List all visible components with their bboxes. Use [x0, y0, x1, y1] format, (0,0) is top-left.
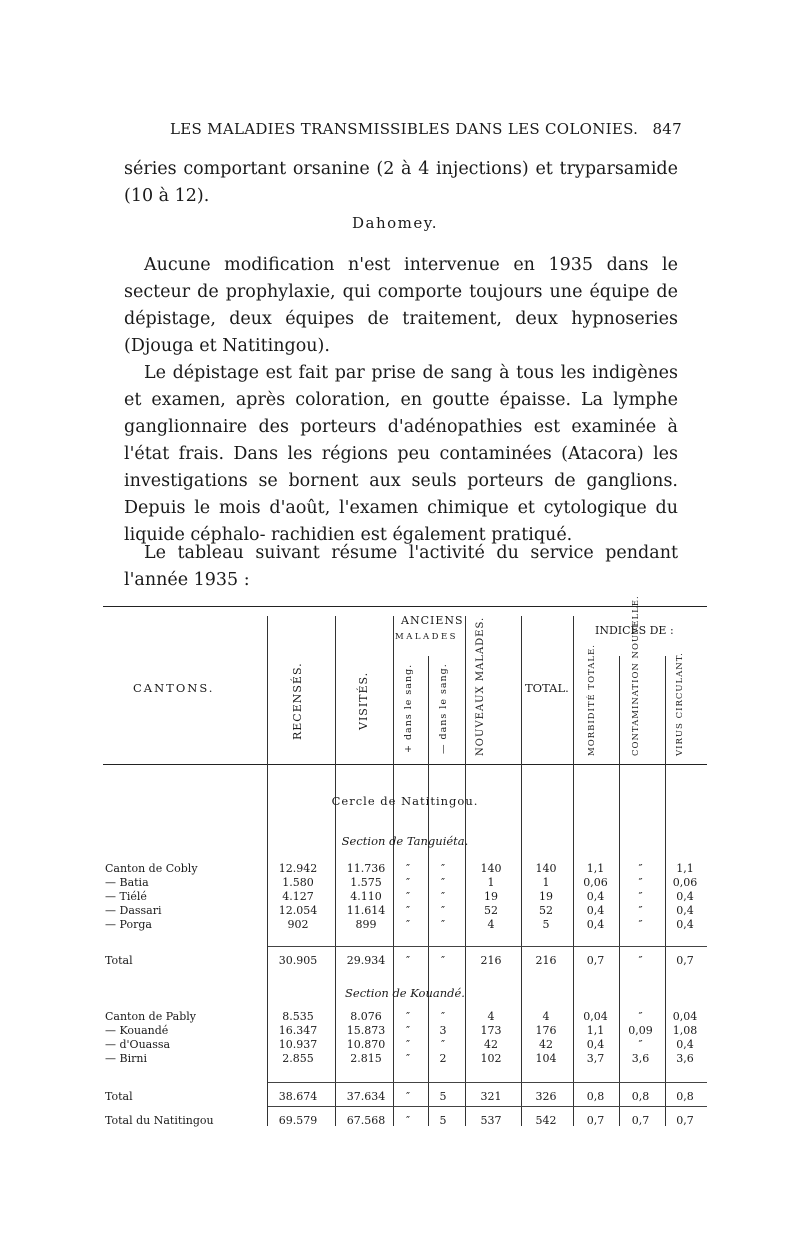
grand-rule — [268, 1106, 707, 1107]
paragraph-1: séries comportant orsanine (2 à 4 injections) et tryparsamide (10 à 12). — [124, 159, 678, 206]
table-row — [103, 1024, 707, 1037]
cell-contamination: ″ — [638, 876, 643, 889]
cell-contamination: ″ — [638, 918, 643, 931]
cell-anciens-minus: ″ — [440, 1010, 446, 1023]
cell-nouveaux: 173 — [480, 1024, 502, 1037]
cell-virus: 3,6 — [676, 1052, 694, 1065]
sub-rule-1 — [268, 946, 707, 947]
cell-morbidite: 1,1 — [586, 1024, 605, 1037]
table-row — [103, 876, 707, 889]
cell-anciens-minus: ″ — [440, 876, 446, 889]
cell-anciens-minus: ″ — [440, 954, 446, 967]
grand-total-row — [103, 1114, 707, 1127]
cell-anciens-plus: ″ — [405, 862, 411, 875]
cell-visites: 11.614 — [346, 904, 386, 917]
cell-virus: 0,7 — [676, 1114, 694, 1127]
cell-nouveaux: 42 — [484, 1038, 498, 1051]
cell-anciens-minus: ″ — [440, 1038, 446, 1051]
cell-total: 326 — [535, 1090, 557, 1103]
cell-nouveaux: 102 — [480, 1052, 502, 1065]
cell-total: 1 — [542, 876, 550, 889]
cell-nouveaux: 321 — [480, 1090, 502, 1103]
cell-canton: Total — [105, 1090, 133, 1103]
cell-total: 104 — [535, 1052, 557, 1065]
cell-anciens-plus: ″ — [405, 876, 411, 889]
cell-total: 42 — [539, 1038, 553, 1051]
cell-anciens-minus: 2 — [439, 1052, 447, 1065]
cell-virus: 0,04 — [672, 1010, 698, 1023]
cell-recenses: 12.942 — [278, 862, 318, 875]
cell-total: 52 — [539, 904, 553, 917]
cell-contamination: ″ — [638, 862, 643, 875]
cell-visites: 899 — [355, 918, 377, 931]
cell-morbidite: 0,8 — [586, 1090, 605, 1103]
header-nouveaux: NOUVEAUX MALADES. — [475, 616, 486, 756]
cell-recenses: 8.535 — [282, 1010, 314, 1023]
cell-nouveaux: 140 — [480, 862, 502, 875]
cell-anciens-minus: 5 — [439, 1090, 447, 1103]
cell-virus: 1,1 — [676, 862, 694, 875]
header-contamination: CONTAMINATION NOUVELLE. — [631, 595, 641, 756]
cell-virus: 0,7 — [676, 954, 694, 967]
cell-total: 176 — [535, 1024, 557, 1037]
cell-nouveaux: 537 — [480, 1114, 502, 1127]
cell-recenses: 30.905 — [278, 954, 318, 967]
paragraph-2-text: Aucune modification n'est intervenue en 1935 dans le secteur de prophylaxie, qui comporte toujours une équipe de dépistage, deux équipes de traitement, deux hypnoseries (Djouga et Natitingou). — [124, 255, 678, 356]
section-title-tanguieta: Section de Tanguiéta. — [341, 834, 469, 848]
cell-canton: Total du Natitingou — [105, 1114, 214, 1127]
cell-anciens-minus: ″ — [440, 890, 446, 903]
cell-recenses: 12.054 — [278, 904, 318, 917]
page-number: 847 — [652, 120, 682, 138]
cell-virus: 0,4 — [676, 1038, 694, 1051]
header-virus: VIRUS CIRCULANT. — [675, 652, 685, 756]
cell-canton: Total — [105, 954, 133, 967]
cell-virus: 0,4 — [676, 904, 694, 917]
cercle-title: Cercle de Natitingou. — [331, 794, 479, 808]
paragraph-2 — [124, 252, 678, 360]
cell-visites: 11.736 — [346, 862, 386, 875]
cell-visites: 29.934 — [346, 954, 386, 967]
table-top-rule — [103, 606, 707, 607]
cell-canton: — d'Ouassa — [105, 1038, 171, 1051]
section-title-kouande: Section de Kouandé. — [345, 986, 465, 1000]
cell-nouveaux: 1 — [487, 876, 495, 889]
cell-morbidite: 0,06 — [583, 876, 608, 889]
cell-anciens-minus: ″ — [440, 918, 446, 931]
cell-anciens-plus: ″ — [405, 890, 411, 903]
cell-morbidite: 0,04 — [583, 1010, 608, 1023]
cell-canton: — Porga — [105, 918, 152, 931]
cell-contamination: 0,7 — [631, 1114, 650, 1127]
cell-recenses: 4.127 — [282, 890, 314, 903]
cell-canton: — Birni — [105, 1052, 147, 1065]
cell-nouveaux: 4 — [487, 918, 495, 931]
table-row — [103, 862, 707, 875]
cell-morbidite: 0,7 — [586, 954, 605, 967]
cell-virus: 0,06 — [672, 876, 698, 889]
cell-anciens-minus: 5 — [439, 1114, 447, 1127]
paragraph-4-text: Le tableau suivant résume l'activité du service pendant l'année 1935 : — [124, 543, 678, 590]
cell-morbidite: 3,7 — [586, 1052, 605, 1065]
running-head — [170, 120, 682, 138]
cell-contamination: ″ — [638, 1010, 643, 1023]
cell-morbidite: 0,4 — [586, 918, 605, 931]
cell-recenses: 38.674 — [278, 1090, 318, 1103]
cell-canton: — Batia — [105, 876, 149, 889]
cell-nouveaux: 19 — [484, 890, 498, 903]
cell-virus: 1,08 — [672, 1024, 698, 1037]
header-anciens: ANCIENS — [401, 614, 464, 627]
cell-total: 5 — [542, 918, 550, 931]
header-recenses: RECENSÉS. — [291, 662, 304, 740]
cell-virus: 0,8 — [676, 1090, 694, 1103]
cell-nouveaux: 4 — [487, 1010, 495, 1023]
cell-recenses: 1.580 — [282, 876, 314, 889]
cell-contamination: 0,09 — [628, 1024, 653, 1037]
cell-anciens-plus: ″ — [405, 1052, 411, 1065]
header-anciens-minus: — dans le sang. — [438, 663, 449, 754]
table-row — [103, 1052, 707, 1065]
cell-anciens-minus: ″ — [440, 862, 446, 875]
cell-contamination: 0,8 — [631, 1090, 650, 1103]
cell-contamination: ″ — [638, 954, 643, 967]
cell-visites: 37.634 — [346, 1090, 386, 1103]
activity-table — [103, 595, 707, 1130]
cell-canton: Canton de Cobly — [105, 862, 198, 875]
cell-visites: 15.873 — [346, 1024, 386, 1037]
cell-contamination: ″ — [638, 890, 643, 903]
cell-nouveaux: 216 — [480, 954, 502, 967]
cell-recenses: 2.855 — [282, 1052, 314, 1065]
cell-total: 216 — [535, 954, 557, 967]
header-morbidite: MORBIDITÉ TOTALE. — [587, 644, 597, 756]
paragraph-4 — [124, 540, 678, 594]
table-row — [103, 1038, 707, 1051]
cell-canton: — Tiélé — [105, 890, 147, 903]
cell-anciens-minus: ″ — [440, 904, 446, 917]
cell-morbidite: 0,4 — [586, 904, 605, 917]
cell-contamination: 3,6 — [631, 1052, 650, 1065]
cell-recenses: 16.347 — [278, 1024, 318, 1037]
table-row — [103, 890, 707, 903]
table-row — [103, 904, 707, 917]
cell-visites: 10.870 — [346, 1038, 386, 1051]
section-total-row — [103, 954, 707, 967]
cell-anciens-plus: ″ — [405, 1114, 411, 1127]
cell-morbidite: 0,7 — [586, 1114, 605, 1127]
header-visites: VISITÉS. — [357, 671, 370, 731]
cell-recenses: 69.579 — [278, 1114, 318, 1127]
header-total: TOTAL. — [525, 681, 569, 695]
cell-contamination: ″ — [638, 1038, 643, 1051]
section-total-row — [103, 1090, 707, 1103]
cell-contamination: ″ — [638, 904, 643, 917]
table-row — [103, 1010, 707, 1023]
cell-morbidite: 1,1 — [586, 862, 605, 875]
cell-canton: Canton de Pably — [105, 1010, 196, 1023]
cell-anciens-minus: 3 — [439, 1024, 447, 1037]
cell-anciens-plus: ″ — [405, 954, 411, 967]
cell-visites: 67.568 — [346, 1114, 386, 1127]
cell-morbidite: 0,4 — [586, 1038, 605, 1051]
header-anciens-plus: + dans le sang. — [403, 663, 414, 754]
cell-total: 4 — [542, 1010, 550, 1023]
section-title: Dahomey. — [352, 214, 439, 232]
cell-nouveaux: 52 — [484, 904, 498, 917]
cell-visites: 4.110 — [350, 890, 382, 903]
cell-recenses: 10.937 — [278, 1038, 318, 1051]
cell-canton: — Kouandé — [105, 1024, 169, 1037]
cell-canton: — Dassari — [105, 904, 162, 917]
table-row — [103, 918, 707, 931]
cell-virus: 0,4 — [676, 918, 694, 931]
cell-total: 542 — [535, 1114, 557, 1127]
cell-morbidite: 0,4 — [586, 890, 605, 903]
paragraph-3 — [124, 360, 678, 549]
cell-anciens-plus: ″ — [405, 1038, 411, 1051]
cell-total: 19 — [539, 890, 553, 903]
cell-anciens-plus: ″ — [405, 1010, 411, 1023]
cell-virus: 0,4 — [676, 890, 694, 903]
cell-anciens-plus: ″ — [405, 918, 411, 931]
cell-recenses: 902 — [287, 918, 309, 931]
cell-visites: 2.815 — [350, 1052, 382, 1065]
running-head-title: LES MALADIES TRANSMISSIBLES DANS LES COLONIES. — [170, 120, 639, 138]
table-header-rule — [103, 764, 707, 765]
cell-anciens-plus: ″ — [405, 1024, 411, 1037]
header-indices: INDICES DE : — [595, 624, 674, 637]
cell-anciens-plus: ″ — [405, 904, 411, 917]
cell-visites: 8.076 — [350, 1010, 382, 1023]
header-cantons: CANTONS. — [133, 681, 215, 695]
paragraph-3-text: Le dépistage est fait par prise de sang à tous les indigènes et examen, après coloration, en goutte épaisse. La lymphe ganglionnaire des porteurs d'adénopathies est examinée à l'état frais. Dans les régions peu contaminées (Atacora) les investigations se bornent aux seuls porteurs de ganglions. Depuis le mois d'août, l'examen chimique et cytologique du liquide céphalo- rachidien est également pratiqué. — [124, 363, 678, 545]
sub-rule-2 — [268, 1082, 707, 1083]
cell-total: 140 — [535, 862, 557, 875]
cell-visites: 1.575 — [350, 876, 382, 889]
cell-anciens-plus: ″ — [405, 1090, 411, 1103]
header-malades: MALADES — [395, 632, 458, 642]
